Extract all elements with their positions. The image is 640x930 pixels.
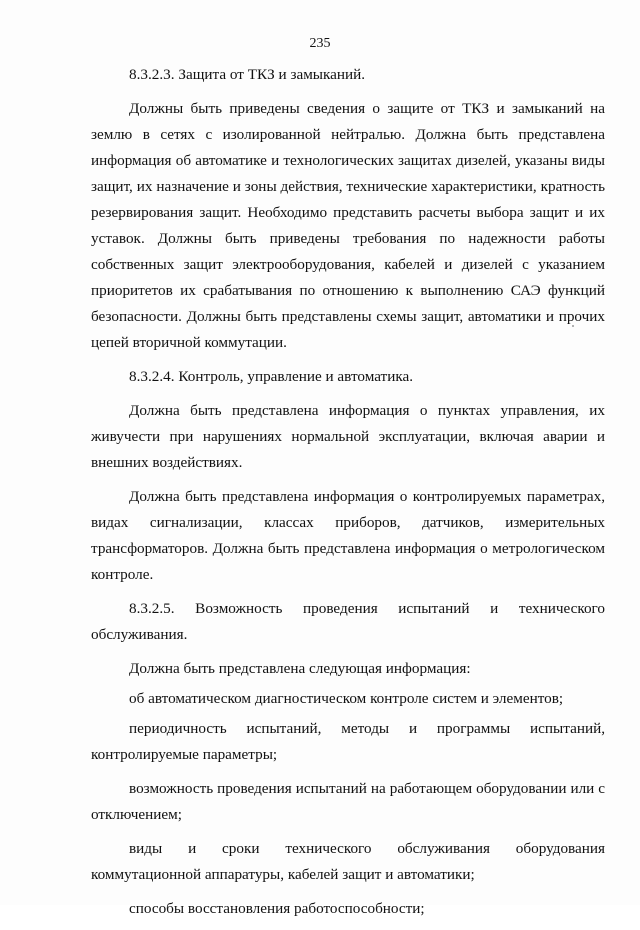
list-item-maintenance: виды и сроки технического обслуживания оборудования коммутационной аппаратуры, кабелей защит и автоматики;: [91, 840, 605, 883]
list-item-recovery-methods: способы восстановления работоспособности;: [129, 900, 425, 917]
document-body: [91, 62, 605, 930]
paragraph-info-intro: Должна быть представлена следующая информация:: [129, 660, 471, 677]
list-item-diagnostic-control: об автоматическом диагностическом контроле систем и элементов;: [129, 690, 564, 707]
list-item-test-periodicity: периодичность испытаний, методы и программы испытаний, контролируемые параметры;: [91, 720, 605, 763]
paragraph-control-points: Должна быть представлена информация о пунктах управления, их живучести при нарушениях нормальной эксплуатации, включая аварии и внешних воздействиях.: [91, 402, 605, 471]
paragraph-protection-info: Должны быть приведены сведения о защите от ТКЗ и замыканий на землю в сетях с изолированной нейтралью. Должна быть представлена информация об автоматике и технологических защитах дизелей, указаны виды защит, их назначение и зоны действия, технические характеристики, кратность резервирования защит. Необходимо представить расчеты выбора защит и их уставок. Должны быть приведены требования по надежности работы собственных защит электрооборудования, кабелей и дизелей с указанием приоритетов их срабатывания по отношению к выполнению САЭ функций безопасности. Должны быть представлены схемы защит, автоматики и прочих цепей вторичной коммутации.: [91, 100, 605, 351]
section-heading-8-3-2-5: 8.3.2.5. Возможность проведения испытаний и технического обслуживания.: [91, 600, 605, 643]
list-item-testing-possibility: возможность проведения испытаний на работающем оборудовании или с отключением;: [91, 780, 605, 823]
section-heading-8-3-2-4: 8.3.2.4. Контроль, управление и автоматика.: [129, 368, 414, 385]
page-number: 235: [309, 36, 331, 51]
section-heading-8-3-2-3: 8.3.2.3. Защита от ТКЗ и замыканий.: [129, 66, 366, 83]
scan-speck: [572, 325, 574, 327]
paragraph-monitored-parameters: Должна быть представлена информация о контролируемых параметрах, видах сигнализации, классах приборов, датчиков, измерительных трансформаторов. Должна быть представлена информация о метрологическом контроле.: [91, 488, 605, 583]
